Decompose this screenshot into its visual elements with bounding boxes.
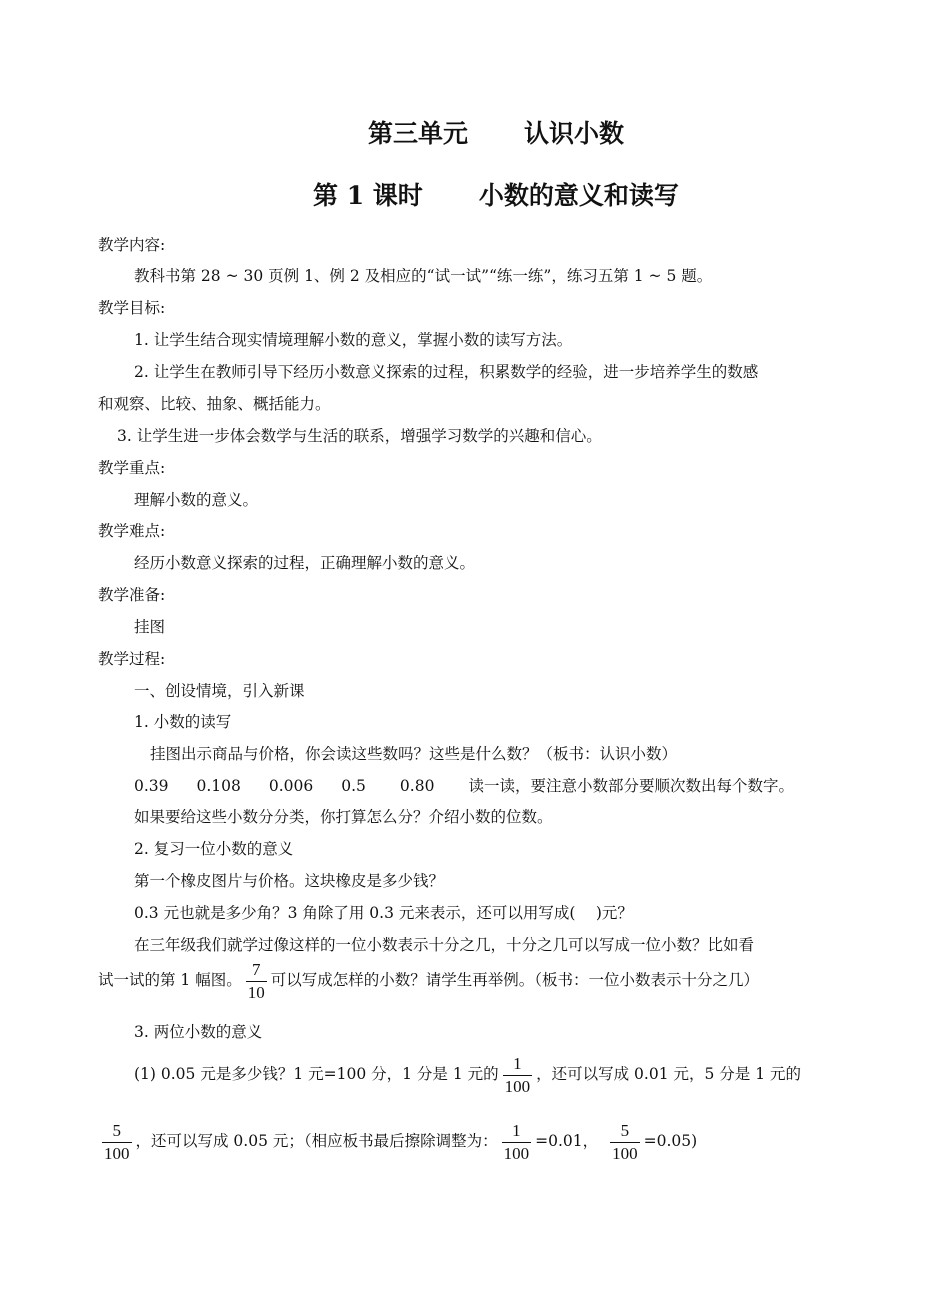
fraction-bar xyxy=(102,1142,132,1143)
goals-label: 教学目标: xyxy=(98,299,166,317)
decimal-example: 0.108 xyxy=(196,777,241,795)
content-label: 教学内容: xyxy=(98,236,166,254)
paragraph-8-part-a: (1) 0.05 元是多少钱？1 元=100 分，1 分是 1 元的 xyxy=(134,1065,499,1083)
section-1-heading: 一、创设情境，引入新课 xyxy=(134,682,305,700)
fraction-denominator: 10 xyxy=(247,982,265,1002)
fraction-1-100 xyxy=(502,1121,532,1164)
paragraph-8-part-b: ，还可以写成 0.01 元，5 分是 1 元的 xyxy=(536,1065,801,1083)
difficulty-text: 经历小数意义探索的过程，正确理解小数的意义。 xyxy=(134,554,476,572)
unit-name: 认识小数 xyxy=(524,119,625,148)
fraction-numerator: 7 xyxy=(251,959,261,979)
paragraph-9-part-a: ，还可以写成 0.05 元；（相应板书最后擦除调整为： xyxy=(135,1132,498,1150)
paragraph-7-after: 可以写成怎样的小数？请学生再举例。（板书：一位小数表示十分之几） xyxy=(270,971,759,989)
goal-3: 3. 让学生进一步体会数学与生活的联系，增强学习数学的兴趣和信心。 xyxy=(117,427,602,445)
fraction-7-10 xyxy=(246,960,267,1003)
paragraph-5: 0.3 元也就是多少角？3 角除了用 0.3 元来表示，还可以用写成( )元？ xyxy=(134,904,633,922)
paragraph-9-part-b: =0.01， xyxy=(535,1132,599,1150)
fraction-bar xyxy=(246,981,267,982)
fraction-bar xyxy=(610,1142,640,1143)
fraction-bar xyxy=(502,1142,532,1143)
prep-label: 教学准备: xyxy=(98,586,166,604)
content-text: 教科书第 28 ~ 30 页例 1、例 2 及相应的“试一试”“练一练”，练习五第 1 ~ 5 题。 xyxy=(134,267,713,285)
subsection-3-heading: 3. 两位小数的意义 xyxy=(134,1023,263,1041)
fraction-numerator: 5 xyxy=(620,1120,630,1140)
fraction-denominator: 100 xyxy=(612,1143,638,1163)
decimal-example: 0.39 xyxy=(134,777,169,795)
paragraph-9 xyxy=(98,1118,697,1164)
fraction-bar xyxy=(503,1075,533,1076)
paragraph-4: 第一个橡皮图片与价格。这块橡皮是多少钱？ xyxy=(134,872,445,890)
fraction-numerator: 1 xyxy=(512,1120,521,1140)
subsection-2-heading: 2. 复习一位小数的意义 xyxy=(134,840,294,858)
paragraph-3: 如果要给这些小数分分类，你打算怎么分？介绍小数的位数。 xyxy=(134,808,553,826)
difficulty-label: 教学难点: xyxy=(98,522,166,540)
paragraph-9-part-c: =0.05) xyxy=(643,1132,698,1150)
key-text: 理解小数的意义。 xyxy=(134,491,259,509)
decimal-example: 0.80 xyxy=(399,777,435,795)
fraction-numerator: 5 xyxy=(112,1120,121,1140)
goal-2-line-1: 2. 让学生在教师引导下经历小数意义探索的过程，积累数学的经验，进一步培养学生的数感 xyxy=(134,363,759,381)
lesson-name: 小数的意义和读写 xyxy=(478,181,679,210)
paragraph-6: 在三年级我们就学过像这样的一位小数表示十分之几，十分之几可以写成一位小数？比如看 xyxy=(134,936,755,954)
lesson-title xyxy=(313,180,679,212)
fraction-denominator: 100 xyxy=(104,1143,130,1163)
fraction-denominator: 100 xyxy=(504,1076,531,1096)
key-label: 教学重点: xyxy=(98,459,166,477)
paragraph-8 xyxy=(134,1051,801,1097)
fraction-5-100 xyxy=(610,1121,640,1164)
reading-instruction: 读一读，要注意小数部分要顺次数出每个数字。 xyxy=(468,777,794,795)
process-label: 教学过程: xyxy=(98,650,166,668)
fraction-1-100 xyxy=(503,1054,533,1097)
prep-text: 挂图 xyxy=(134,618,166,636)
lesson-number: 第 1 课时 xyxy=(313,181,423,210)
paragraph-1: 挂图出示商品与价格，你会读这些数吗？这些是什么数？（板书：认识小数） xyxy=(150,745,678,763)
goal-1: 1. 让学生结合现实情境理解小数的意义，掌握小数的读写方法。 xyxy=(134,331,573,349)
decimal-example: 0.5 xyxy=(341,777,366,795)
unit-number: 第三单元 xyxy=(368,119,469,148)
goal-2-line-2: 和观察、比较、抽象、概括能力。 xyxy=(98,395,331,413)
unit-title xyxy=(368,118,624,150)
subsection-1-heading: 1. 小数的读写 xyxy=(134,713,232,731)
paragraph-7 xyxy=(98,957,759,1003)
fraction-numerator: 1 xyxy=(513,1053,522,1073)
fraction-denominator: 100 xyxy=(503,1143,530,1163)
decimal-example: 0.006 xyxy=(268,777,314,795)
decimal-examples-line xyxy=(134,776,794,796)
paragraph-7-before: 试一试的第 1 幅图。 xyxy=(98,971,242,989)
fraction-5-100 xyxy=(102,1121,132,1164)
